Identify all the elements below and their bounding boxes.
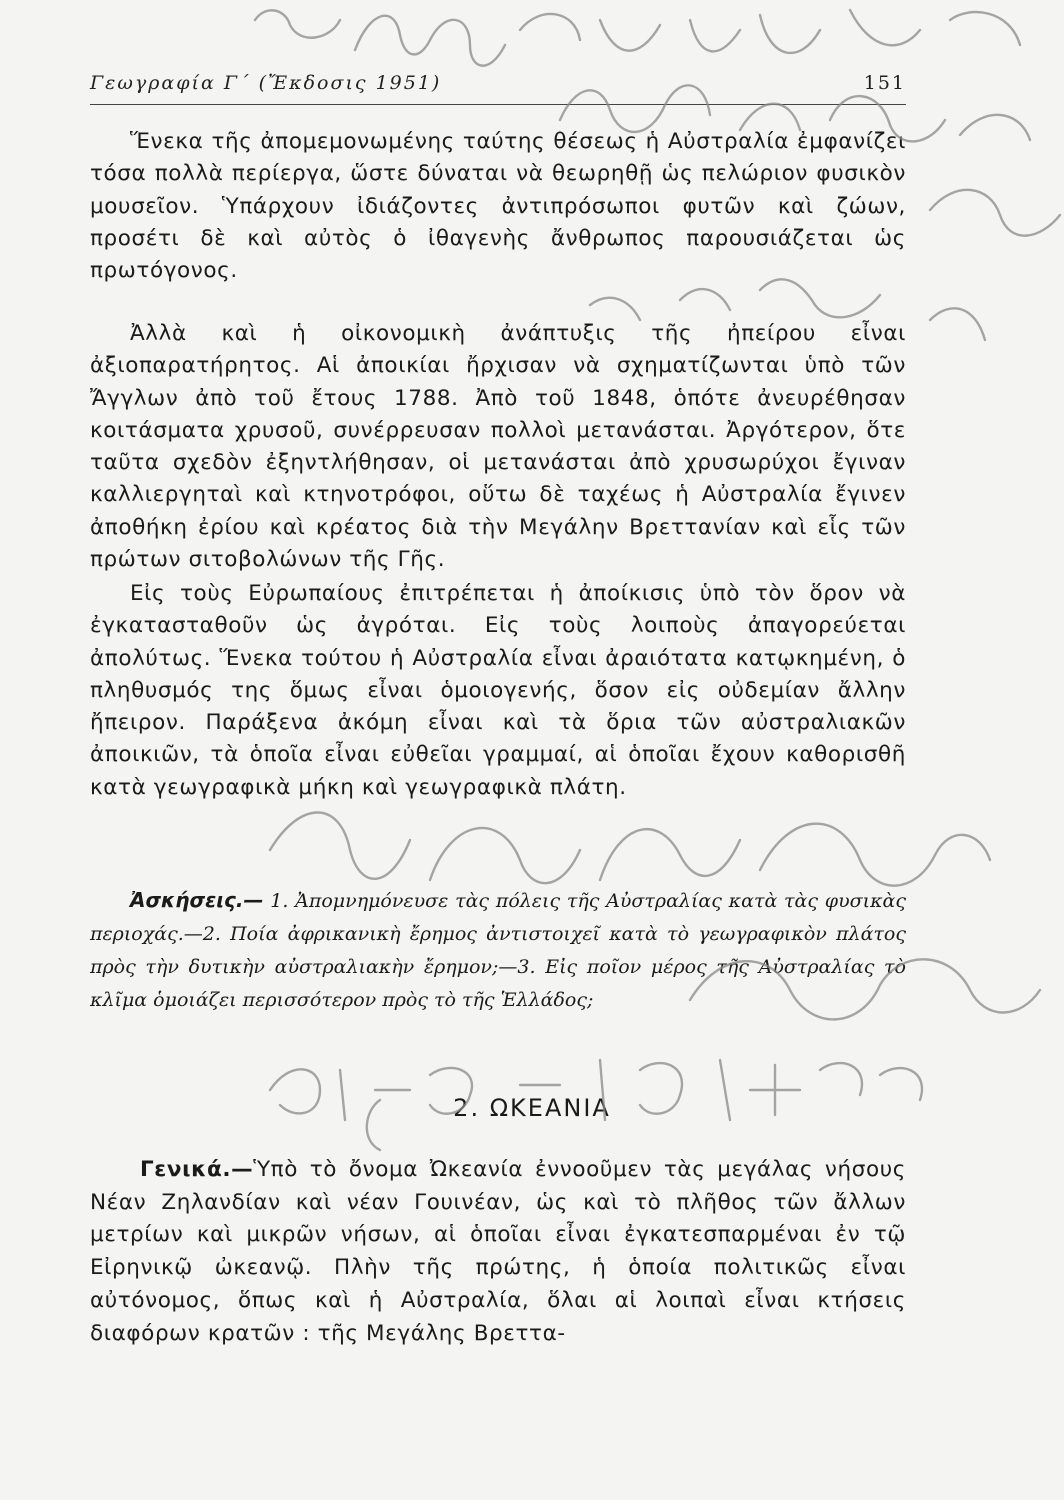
exercises-text: 1. Ἀπομνημόνευσε τὰς πόλεις τῆς Αὐστραλίας κατὰ τὰς φυσικὰς περιοχάς.—2. Ποία ἀφρικανικὴ ἔρημος ἀντιστοιχεῖ κατὰ τὸ γεωγραφικὸν πλάτος πρὸς τὴν δυτικὴν αὐστραλιακὴν ἔρημον;—3. Εἰς ποῖον μέρος τῆς Αὐστραλίας τὸ κλῖμα ὁμοιάζει περισσότερον πρὸς τὸ τῆς Ἑλλάδος; [90,890,907,1011]
page-number: 151 [863,72,906,94]
exercises-block [90,884,906,1017]
section-intro-text: Ὑπὸ τὸ ὄνομα Ὠκεανία ἐννοοῦμεν τὰς μεγάλας νήσους Νέαν Ζηλανδίαν καὶ νέαν Γουινέαν, ὡς καὶ τὸ πλῆθος τῶν ἄλλων μετρίων καὶ μικρῶν νήσων, αἱ ὁποῖαι εἶναι ἐγκατεσπαρμέναι ἐν τῷ Εἰρηνικῷ ὠκεανῷ. Πλὴν τῆς πρώτης, ἡ ὁποία πολιτικῶς εἶναι αὐτόνομος, ὅπως καὶ ἡ Αὐστραλία, ὅλαι αἱ λοιπαὶ εἶναι κτήσεις διαφόρων κρατῶν : τῆς Μεγάλης Βρεττα- [90,1157,906,1346]
handwriting-stroke-right-1 [930,190,1060,236]
paragraph-1-block [90,126,906,287]
handwriting-stroke-top-1 [255,10,1020,66]
header-rule [90,104,906,105]
paragraph-3-block [90,578,906,804]
paragraph-3: Εἰς τοὺς Εὐρωπαίους ἐπιτρέπεται ἡ ἀποίκισις ὑπὸ τὸν ὅρον νὰ ἐγκατασταθοῦν ὡς ἀγρόται. Εἰς τοὺς λοιποὺς ἀπαγορεύεται ἀπολύτως. Ἕνεκα τούτου ἡ Αὐστραλία εἶναι ἀραιότατα κατῳκημένη, ὁ πληθυσμός της ὅμως εἶναι ὁμοιογενής, ὅσον εἰς οὐδεμίαν ἄλλην ἤπειρον. Παράξενα ἀκόμη εἶναι καὶ τὰ ὅρια τῶν αὐστραλιακῶν ἀποικιῶν, τὰ ὁποῖα εἶναι εὐθεῖαι γραμμαί, αἱ ὁποῖαι ἔχουν καθορισθῆ κατὰ γεωγραφικὰ μήκη καὶ γεωγραφικὰ πλάτη. [90,581,906,800]
running-header [90,72,910,102]
handwriting-stroke-middle-1 [270,813,990,886]
exercises-label: Ἀσκήσεις.— [130,888,264,912]
section-intro-paragraph [90,1154,906,1350]
running-header-title: Γεωγραφία Γ΄ (Ἔκδοσις 1951) [90,72,442,94]
section-heading: 2. ΩΚΕΑΝΙΑ [453,1094,611,1122]
paragraph-2: Ἀλλὰ καὶ ἡ οἰκονομικὴ ἀνάπτυξις τῆς ἠπείρου εἶναι ἀξιοπαρατήρητος. Αἱ ἀποικίαι ἤρχισαν νὰ σχηματίζωνται ὑπὸ τῶν Ἄγγλων ἀπὸ τοῦ ἔτους 1788. Ἀπὸ τοῦ 1848, ὁπότε ἀνευρέθησαν κοιτάσματα χρυσοῦ, συνέρρευσαν πολλοὶ μετανάσται. Ἀργότερον, ὅτε ταῦτα σχεδὸν ἐξηντλήθησαν, οἱ μετανάσται ἀπὸ χρυσωρύχοι ἔγιναν καλλιεργηταὶ καὶ κτηνοτρόφοι, οὕτω δὲ ταχέως ἡ Αὐστραλία ἔγινεν ἀποθήκη ἐρίου καὶ κρέατος διὰ τὴν Μεγάλην Βρεττανίαν καὶ εἷς τῶν πρώτων σιτοβολώνων τῆς Γῆς. [90,321,906,573]
paragraph-2-block [90,318,906,576]
paragraph-1: Ἕνεκα τῆς ἀπομεμονωμένης ταύτης θέσεως ἡ Αὐστραλία ἐμφανίζει τόσα πολλὰ περίεργα, ὥστε δύναται νὰ θεωρηθῇ ὡς πελώριον φυσικὸν μουσεῖον. Ὑπάρχουν ἰδιάζοντες ἀντιπρόσωποι φυτῶν καὶ ζώων, προσέτι δὲ καὶ αὐτὸς ὁ ἰθαγενὴς ἄνθρωπος παρουσιάζεται ὡς πρωτόγονος. [90,129,906,284]
section-lead: Γενικά.— [140,1157,254,1182]
